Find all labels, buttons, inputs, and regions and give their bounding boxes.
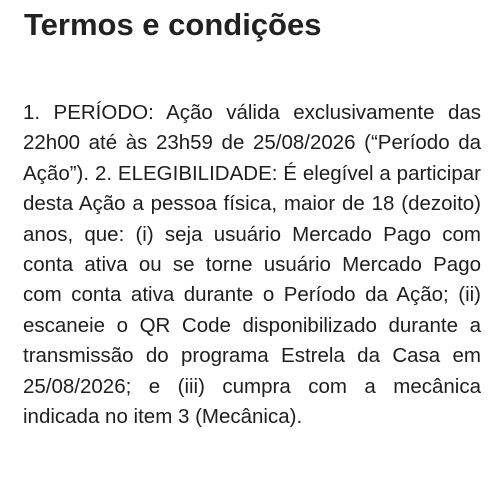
- terms-text: 1. PERÍODO: Ação válida exclusivamente das 22h00 até às 23h59 de 25/08/2026 (“Período da Ação”). 2. ELEGIBILIDADE: É elegível a participar desta Ação a pessoa física, maior de 18 (dezoito) anos, que: (i) seja usuário Mercado Pago com conta ativa ou se torne usuário Mercado Pago com conta ativa durante o Período da Ação; (ii) escaneie o QR Code disponibilizado durante a transmissão do programa Estrela da Casa em 25/08/2026; e (iii) cumpra com a mecânica indicada no item 3 (Mecânica).: [23, 101, 481, 429]
- page-title: Termos e condições: [24, 7, 322, 42]
